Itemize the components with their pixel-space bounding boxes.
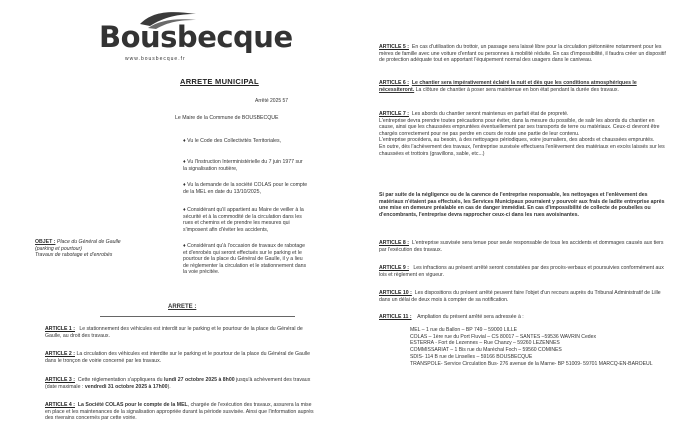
preamble-vu-3: ♦ Vu la demande de la société COLAS pour le compte de la MEL en date du 13/10/2025, — [183, 182, 308, 195]
article-7-bold-para: Si par suite de la négligence ou de la carence de l'entreprise responsable, les nettoyages et l'enlèvement des matériaux n'étaient pas effectués, les Services Municipaux pourraient y pourvoir aux frais de ladite entreprise après une mise en demeure préalable en cas de danger immédiat. En cas d'impossibilité de collecte de poubelles ou d'encombrants, l'entreprise devra rapprocher ceux-ci dans les rues avoisinantes. — [379, 192, 665, 218]
article-5: ARTICLE 5 : En cas d'utilisation du trottoir, un passage sera laissé libre pour la circulation piétonnière notamment pour les mères de famille avec une voiture d'enfant ou personnes à mobilité réduite. En cas d'impossibilité, il faudra créer un dispositif de protection adéquate tout en apportant l'équipement normal des usagers dans le caniveau. — [379, 44, 666, 64]
article-2: ARTICLE 2 : La circulation des véhicules est interdite sur le parking et le pourtour de la place du Général de Gaulle dans le tronçon de voirie concerné par les travaux. — [45, 351, 311, 364]
list-item: COLAS – 1ère rue du Port Fluvial – CS 80017 – SANTES –59536 WAVRIN Cedex — [410, 333, 597, 340]
article-7: ARTICLE 7 : Les abords du chantier seront maintenus en parfait état de propreté. L'entreprise devra prendre toutes précautions pour éviter, dans la mesure du possible, de salir les abords du chantier en cause, ainsi que les chaussées empruntées éventuellement par ses transports de terre ou matériaux. Ceux-ci devront être chargés correctement pour ne pas perdre en cours de route une partie de leur contenu. L'entreprise procédera, au besoin, à des nettoyages périodiques, voire journaliers, des abords et chaussées empruntés. En outre, dès l'achèvement des travaux, l'entreprise susvisée effectuera l'enlèvement des matériaux en excès laissés sur les chaussées et trottoirs (gravillons, sable, etc...) — [379, 111, 665, 157]
article-1: ARTICLE 1 : Le stationnement des véhicules est interdit sur le parking et le pourtour de la place du Général de Gaulle, au droit des travaux. — [45, 326, 303, 339]
article-8: ARTICLE 8 : L'entreprise susvisée sera tenue pour seule responsable de tous les accidents et dommages causés aux tiers par l'exécution des travaux. — [379, 240, 664, 253]
preamble-considerant-1: ♦ Considérant qu'il appartient au Maire de veiller à la sécurité et à la commodité de la circulation dans les rues et chemins et de prendre les mesures qui s'imposent afin d'éviter les accidents, — [183, 207, 304, 233]
article-3: ARTICLE 3 : Cette réglementation s'appliquera du lundi 27 octobre 2025 à 8h00 jusqu'à achèvement des travaux (date maximale : vendredi 31 octobre 2025 à 17h00). — [45, 377, 311, 390]
list-item: ESTERRA - Fort de Lezennes – Rue Chanzy – 59260 LEZENNES — [410, 340, 560, 347]
list-item: TRANSPOLE- Service Circulation Bus- 276 avenue de la Marne- BP 51009- 59701 MARCQ-EN-BAROEUL — [410, 360, 653, 367]
preamble-vu-1: ♦ Vu le Code des Collectivités Territoriales, — [183, 138, 282, 144]
logo-url: www.bousbecque.fr — [125, 56, 186, 62]
arrete-heading: ARRETE : — [168, 304, 197, 310]
page-title: ARRETE MUNICIPAL — [180, 77, 259, 86]
list-item: SDIS- 114 B rue de Linselles – 59166 BOUSBECQUE — [410, 353, 533, 360]
list-item: COMMISSARIAT – 1 Bis rue du Maréchal Foch – 59560 COMINES — [410, 347, 562, 354]
article-10: ARTICLE 10 : Les dispositions du présent arrêté peuvent faire l'objet d'un recours auprès du Tribunal Administratif de Lille dans un délai de deux mois à compter de sa notification. — [379, 290, 661, 303]
preamble-maire: Le Maire de la Commune de BOUSBECQUE — [175, 115, 279, 121]
divider — [100, 316, 295, 317]
arrete-ref: Arrêté 2025 57 — [255, 98, 289, 104]
list-item: MEL – 1 rue du Ballon – BP 749 – 59000 LILLE — [410, 327, 518, 333]
article-11: ARTICLE 11 : Ampliation du présent arrêté sera adressée à : — [379, 314, 524, 320]
article-4: ARTICLE 4 : La Société COLAS pour le compte de la MEL, chargée de l'exécution des travaux, assurera la mise en place et les maintenances de la signalisation appropriée durant la période susvisée. Ainsi que l'information auprès des riverains concernés par cette voirie. — [45, 402, 314, 422]
article-6: ARTICLE 6 : Le chantier sera impérativement éclairé la nuit et dès que les conditions atmosphériques le nécessiteront. La clôture de chantier à poser sera maintenue en bon état pendant la durée des travaux. — [379, 80, 637, 93]
preamble-considerant-2: ♦ Considérant qu'à l'occasion de travaux de rabotage et d'enrobés qui seront effectués sur le parking et le pourtour de la place du Général de Gaulle, il y a lieu de réglementer la circulation et le stationnement dans la voie précitée. — [183, 243, 307, 276]
objet-block: OBJET : Place du Général de Gaulle (parking et pourtour) Travaux de rabotage et d'enrobés — [35, 239, 121, 259]
recipient-list — [410, 327, 675, 367]
article-9: ARTICLE 9 : Les infractions au présent arrêté seront constatées par des procès-verbaux et poursuivies conformément aux lois et règlement en vigueur. — [379, 265, 664, 278]
preamble-vu-2: ♦ Vu l'Instruction Interministérielle du 7 juin 1977 sur la signalisation routière, — [183, 159, 303, 172]
logo-wordmark: Bousbecque — [99, 20, 293, 54]
